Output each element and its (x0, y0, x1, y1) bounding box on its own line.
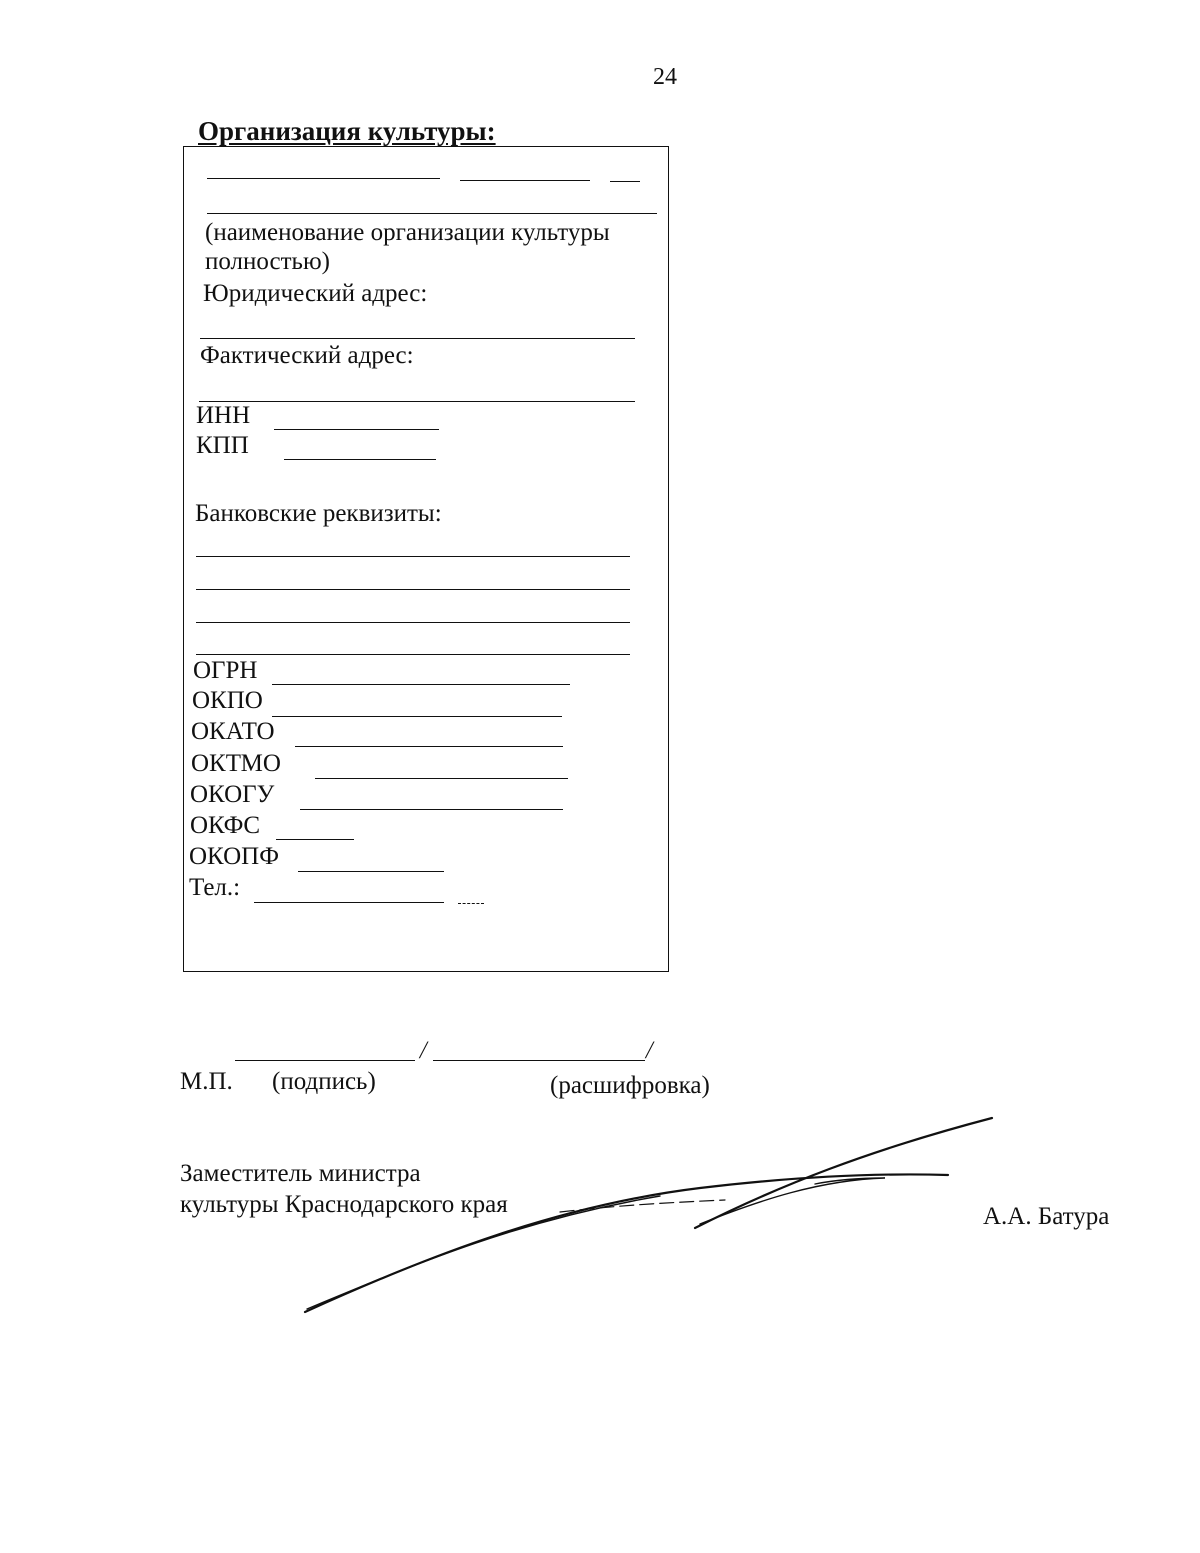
signatory-position-2: культуры Краснодарского края (180, 1191, 508, 1218)
oktmo-label: ОКТМО (191, 750, 281, 777)
signature-caption: (подпись) (272, 1068, 376, 1095)
org-name-caption-2: полностью) (205, 248, 330, 275)
legal-address-line (200, 338, 635, 339)
org-name-line-3 (610, 181, 640, 182)
okopf-line (298, 871, 444, 872)
org-name-line-2 (460, 180, 590, 181)
phone-label: Тел.: (189, 874, 241, 901)
okfs-line (276, 839, 354, 840)
section-title: Организация культуры: (198, 116, 496, 146)
okfs-label: ОКФС (190, 812, 261, 839)
okpo-line (272, 716, 562, 717)
ogrn-label: ОГРН (193, 657, 258, 684)
bank-details-line-2 (196, 589, 630, 590)
seal-label: М.П. (180, 1068, 233, 1095)
actual-address-label: Фактический адрес: (200, 342, 414, 369)
transcript-line (433, 1060, 645, 1061)
okato-label: ОКАТО (191, 718, 275, 745)
phone-line-tail (458, 903, 484, 904)
okpo-label: ОКПО (192, 687, 263, 714)
okopf-label: ОКОПФ (189, 843, 279, 870)
bank-details-line-1 (196, 556, 630, 557)
bank-details-label: Банковские реквизиты: (195, 500, 442, 527)
signature-slash-2: / (643, 1037, 656, 1064)
org-name-caption-1: (наименование организации культуры (205, 219, 610, 246)
signature-slash-1: / (417, 1037, 430, 1064)
org-name-line-full (207, 213, 657, 214)
kpp-line (284, 459, 436, 460)
bank-details-line-4 (196, 654, 630, 655)
okogu-label: ОКОГУ (190, 781, 275, 808)
page-number: 24 (653, 64, 677, 90)
signatory-name: А.А. Батура (983, 1203, 1110, 1230)
phone-line (254, 902, 444, 903)
ogrn-line (272, 684, 570, 685)
inn-label: ИНН (196, 402, 251, 429)
bank-details-line-3 (196, 622, 630, 623)
signatory-position-1: Заместитель министра (180, 1160, 421, 1187)
inn-line (274, 429, 439, 430)
signature-line (235, 1060, 415, 1061)
okogu-line (300, 809, 563, 810)
oktmo-line (315, 778, 568, 779)
kpp-label: КПП (196, 432, 249, 459)
actual-address-line (199, 401, 635, 402)
org-name-line-1 (207, 178, 440, 179)
legal-address-label: Юридический адрес: (203, 280, 428, 307)
transcript-caption: (расшифровка) (550, 1072, 710, 1099)
okato-line (295, 746, 563, 747)
